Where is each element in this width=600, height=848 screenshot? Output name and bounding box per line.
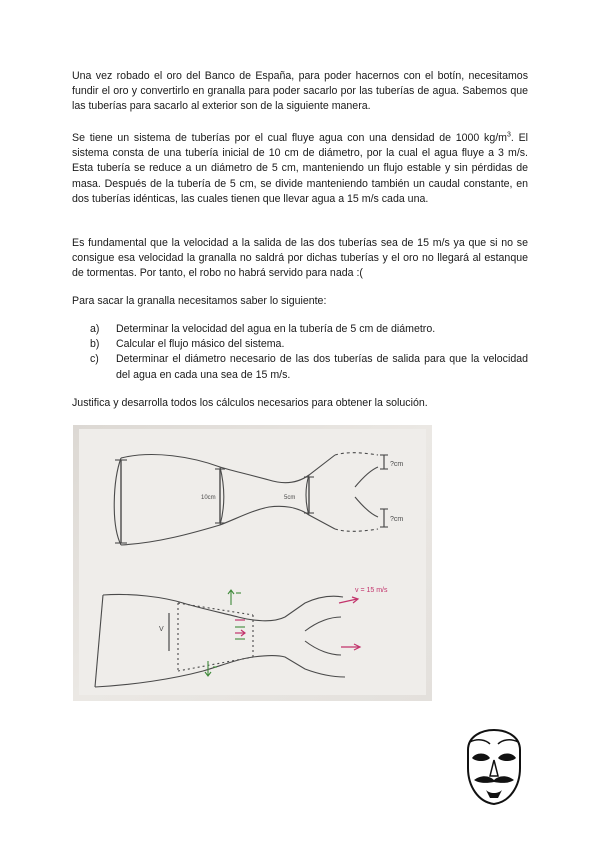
lead-paragraph: Para sacar la granalla necesitamos saber lo siguiente: [72, 295, 327, 307]
system-paragraph [72, 131, 528, 207]
task-text: Calcular el flujo másico del sistema. [116, 338, 285, 351]
label-unknown-top: ?cm [390, 461, 404, 468]
task-text: Determinar la velocidad del agua en la tubería de 5 cm de diámetro. [116, 323, 436, 335]
exponent: 3 [506, 131, 511, 139]
system-text-b: . El sistema consta de una tubería inicial de 10 cm de diámetro, por la cual el agua fluye a 3 m/s. Esta tubería se reduce a un diámetro de 5 cm, manteniendo un flujo estable y sin pérdidas de masa. Después de la tubería de 5 cm, se divide manteniendo también un caudal constante, en dos tuberías idénticas, las cuales tienen que llevar agua a 15 m/s cada una. [72, 132, 528, 205]
label-v: V [159, 626, 164, 633]
task-marker: a) [90, 323, 100, 335]
label-5cm: 5cm [284, 495, 296, 501]
requirement-paragraph: Es fundamental que la velocidad a la salida de las dos tuberías sea de 15 m/s ya que si no se consigue esa velocidad la granalla no saldrá por dichas tuberías y el oro no llegará al estanque de tormentas. Por tanto, el robo no habrá servido para nada :( [72, 237, 528, 280]
closing-paragraph: Justifica y desarrolla todos los cálculos necesarios para obtener la solución. [72, 397, 428, 409]
task-marker: c) [90, 353, 99, 366]
task-item [90, 322, 528, 337]
label-unknown-bottom: ?cm [390, 516, 404, 523]
intro-paragraph: Una vez robado el oro del Banco de España, para poder hacernos con el botín, necesitamos fundir el oro y convertirlo en granalla para poder sacarlo por las tuberías de agua. Sabemos que las tuberías para sacarlo al exterior son de la siguiente manera. [72, 70, 528, 113]
label-10cm: 10cm [201, 495, 216, 501]
task-item [90, 352, 528, 382]
task-text: Determinar el diámetro necesario de las dos tuberías de salida para que la velocidad del agua en cada una sea de 15 m/s. [116, 353, 528, 381]
task-item [90, 337, 528, 352]
mask-logo [458, 728, 530, 806]
label-v15: v = 15 m/s [355, 587, 388, 594]
pipe-sketch-photo [73, 425, 432, 701]
pipe-sketch-drawing [73, 425, 432, 701]
task-marker: b) [90, 338, 100, 351]
system-text-a: Se tiene un sistema de tuberías por el cual fluye agua con una densidad de 1000 kg/m [72, 132, 507, 144]
task-list [90, 322, 528, 383]
